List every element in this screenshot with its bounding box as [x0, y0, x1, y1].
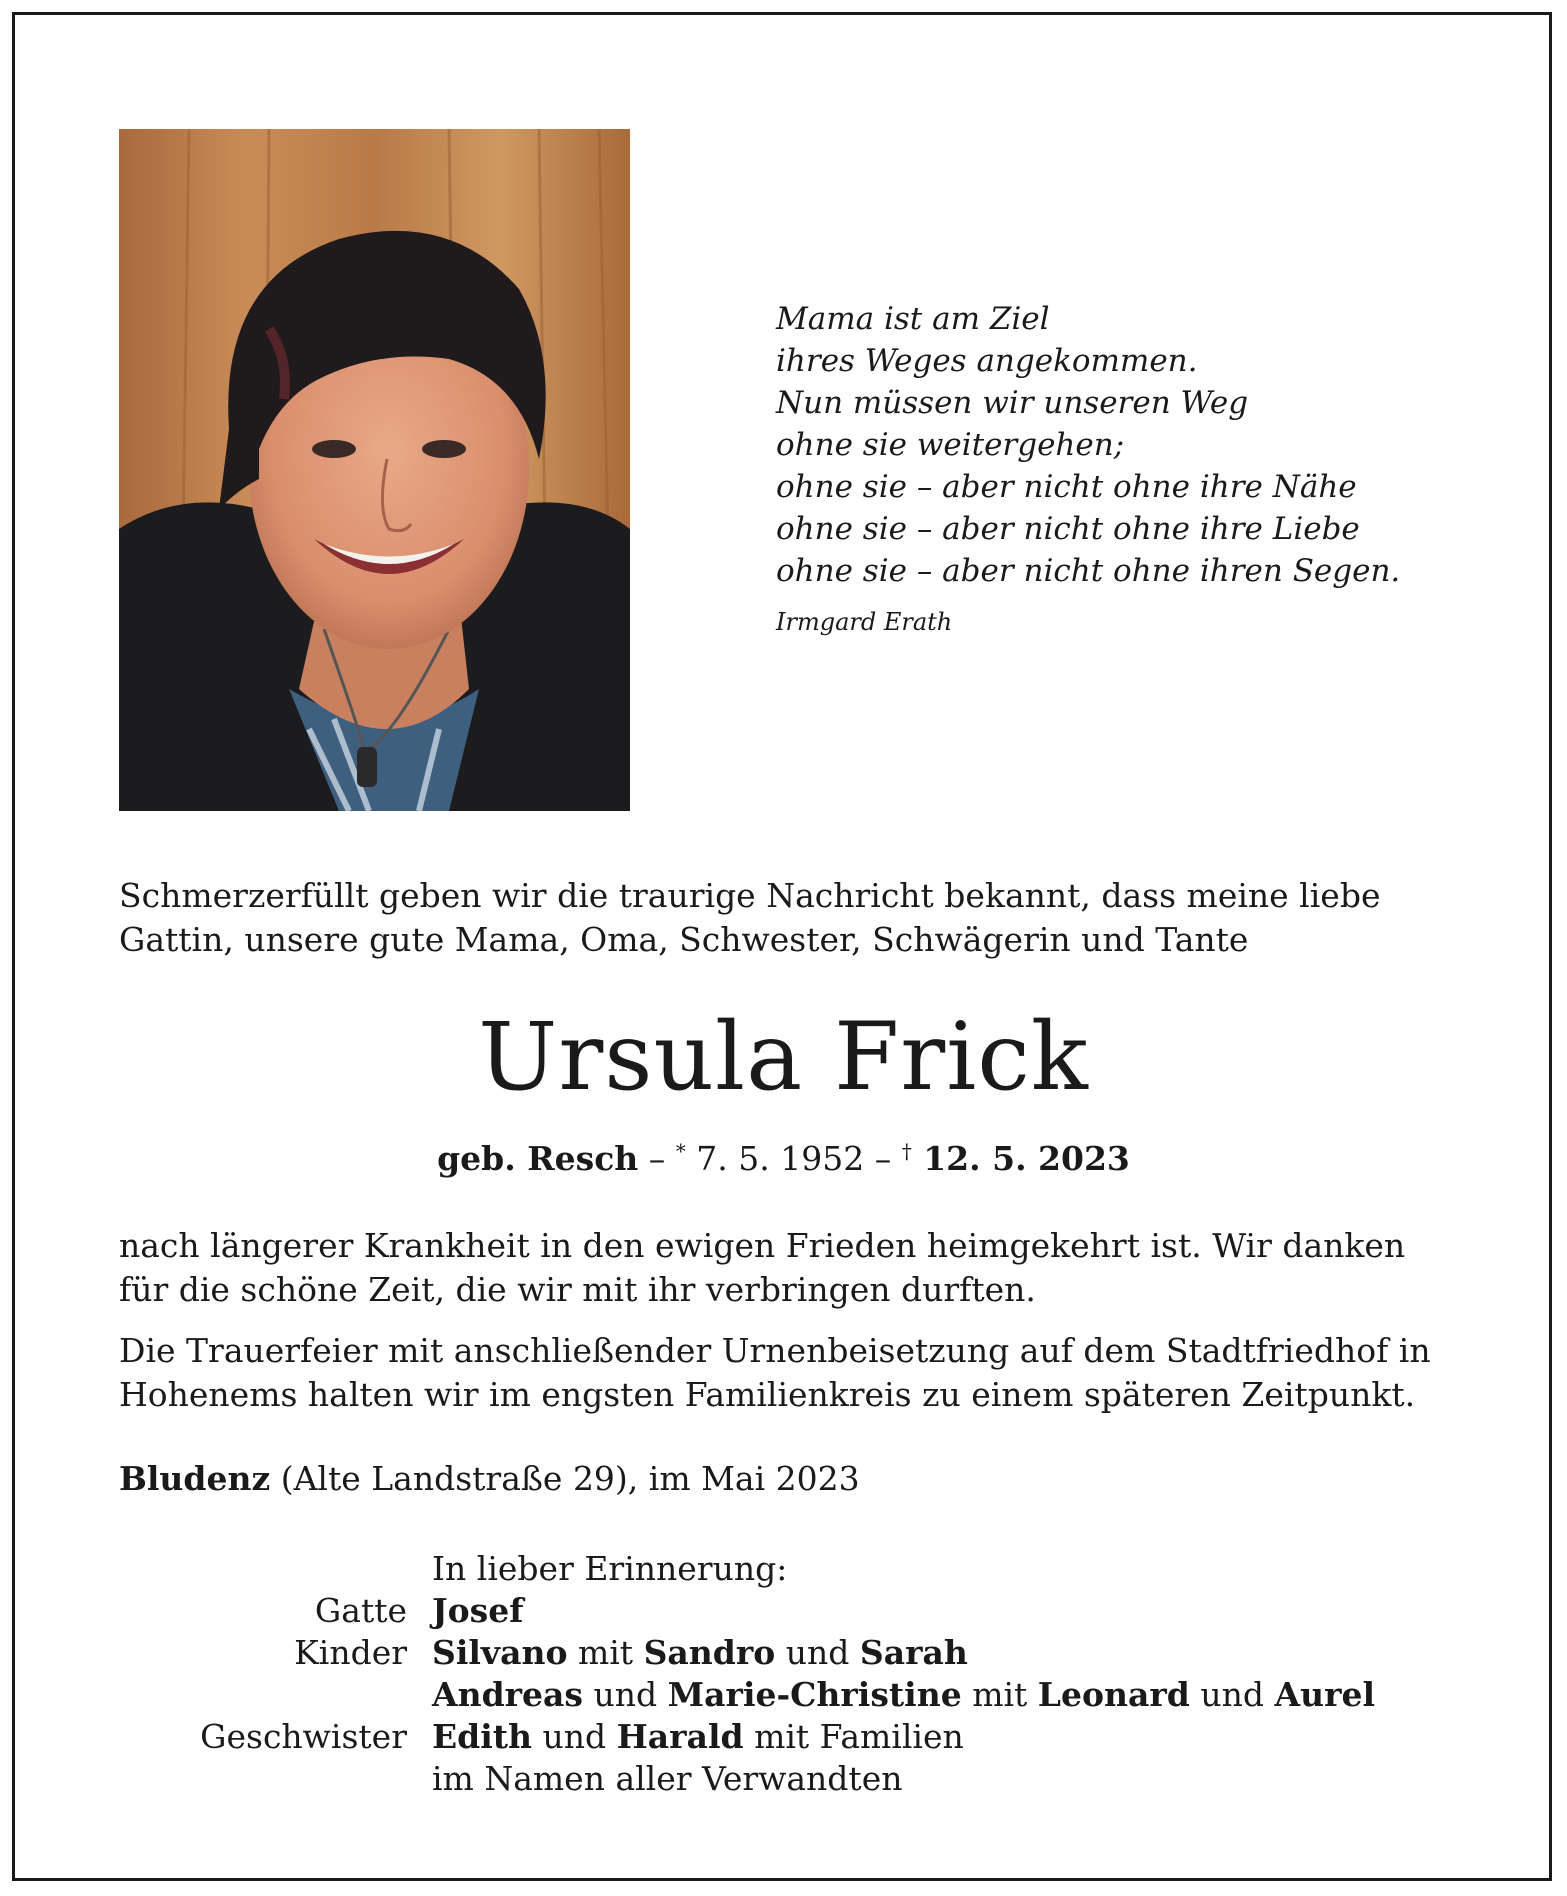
city: Bludenz [119, 1459, 271, 1498]
intro-paragraph [119, 874, 1449, 962]
family-row-kinder [119, 1632, 1459, 1674]
family-heading-row [119, 1548, 1459, 1590]
family-label [119, 1548, 432, 1590]
death-cross-icon: † [901, 1139, 912, 1163]
portrait-illustration [119, 129, 630, 811]
poem-line: ihres Weges angekommen. [776, 343, 1198, 379]
connector: mit [567, 1633, 644, 1672]
funeral-paragraph [119, 1329, 1449, 1417]
poem-line: Mama ist am Ziel [776, 301, 1050, 337]
poem-line: ohne sie – aber nicht ohne ihren Segen. [776, 553, 1401, 589]
poem-author: Irmgard Erath [776, 608, 953, 636]
relative-name: Harald [616, 1717, 744, 1756]
family-label-gatte: Gatte [314, 1591, 407, 1630]
funeral-line-1: Die Trauerfeier mit anschließender Urnenbeisetzung auf dem Stadtfriedhof in [119, 1331, 1431, 1370]
connector: und [1189, 1675, 1275, 1714]
intro-line-2: Gattin, unsere gute Mama, Oma, Schwester, Schwägerin und Tante [119, 920, 1249, 959]
maiden-name: geb. Resch [437, 1139, 639, 1178]
family-row-geschwister [119, 1716, 1459, 1758]
connector: und [775, 1633, 860, 1672]
family-heading: In lieber Erinnerung: [432, 1549, 788, 1588]
poem-line: ohne sie – aber nicht ohne ihre Nähe [776, 469, 1357, 505]
poem [776, 298, 1496, 592]
death-date: 12. 5. 2023 [911, 1139, 1130, 1178]
intro-line-1: Schmerzerfüllt geben wir die traurige Nachricht bekannt, dass meine liebe [119, 876, 1381, 915]
address-and-date: (Alte Landstraße 29), im Mai 2023 [270, 1459, 860, 1498]
connector: mit [961, 1675, 1038, 1714]
relative-name: Marie-Christine [667, 1675, 962, 1714]
funeral-line-2: Hohenems halten wir im engsten Familienkreis zu einem späteren Zeitpunkt. [119, 1375, 1416, 1414]
family-value-gatte [432, 1590, 1459, 1632]
place-and-date [119, 1457, 860, 1501]
portrait-photo [119, 129, 630, 811]
family-value-geschwister [432, 1716, 1459, 1758]
relative-name: Edith [432, 1717, 532, 1756]
relative-name: Aurel [1274, 1675, 1375, 1714]
relative-name: Andreas [432, 1675, 584, 1714]
life-dates [0, 1137, 1567, 1185]
birth-star-icon: * [675, 1139, 686, 1163]
poem-line: Nun müssen wir unseren Weg [776, 385, 1249, 421]
relative-name: Leonard [1037, 1675, 1190, 1714]
poem-line: ohne sie weitergehen; [776, 427, 1125, 463]
passing-line-1: nach längerer Krankheit in den ewigen Frieden heimgekehrt ist. Wir danken [119, 1226, 1406, 1265]
poem-line: ohne sie – aber nicht ohne ihre Liebe [776, 511, 1360, 547]
dates-separator: – [864, 1139, 902, 1178]
family-label-kinder: Kinder [294, 1633, 407, 1672]
relative-name: Josef [432, 1591, 524, 1630]
family-value-kinder-2 [432, 1674, 1459, 1716]
family-value-kinder-1 [432, 1632, 1459, 1674]
passing-paragraph [119, 1224, 1449, 1312]
family-row-kinder-2 [119, 1674, 1459, 1716]
family-label [119, 1758, 432, 1800]
family-label [119, 1674, 432, 1716]
relative-name: Sarah [859, 1633, 968, 1672]
passing-line-2: für die schöne Zeit, die wir mit ihr verbringen durften. [119, 1270, 1036, 1309]
family-closing: im Namen aller Verwandten [432, 1759, 903, 1798]
relative-name: Silvano [432, 1633, 568, 1672]
relative-name: Sandro [643, 1633, 776, 1672]
connector: mit Familien [743, 1717, 964, 1756]
connector: und [583, 1675, 668, 1714]
family-list [119, 1548, 1459, 1800]
dates-separator: – [638, 1139, 676, 1178]
family-row-gatte [119, 1590, 1459, 1632]
birth-date: 7. 5. 1952 [685, 1139, 865, 1178]
family-closing-row [119, 1758, 1459, 1800]
connector: und [532, 1717, 617, 1756]
family-label-geschwister: Geschwister [200, 1717, 407, 1756]
deceased-name: Ursula Frick [478, 1003, 1089, 1112]
